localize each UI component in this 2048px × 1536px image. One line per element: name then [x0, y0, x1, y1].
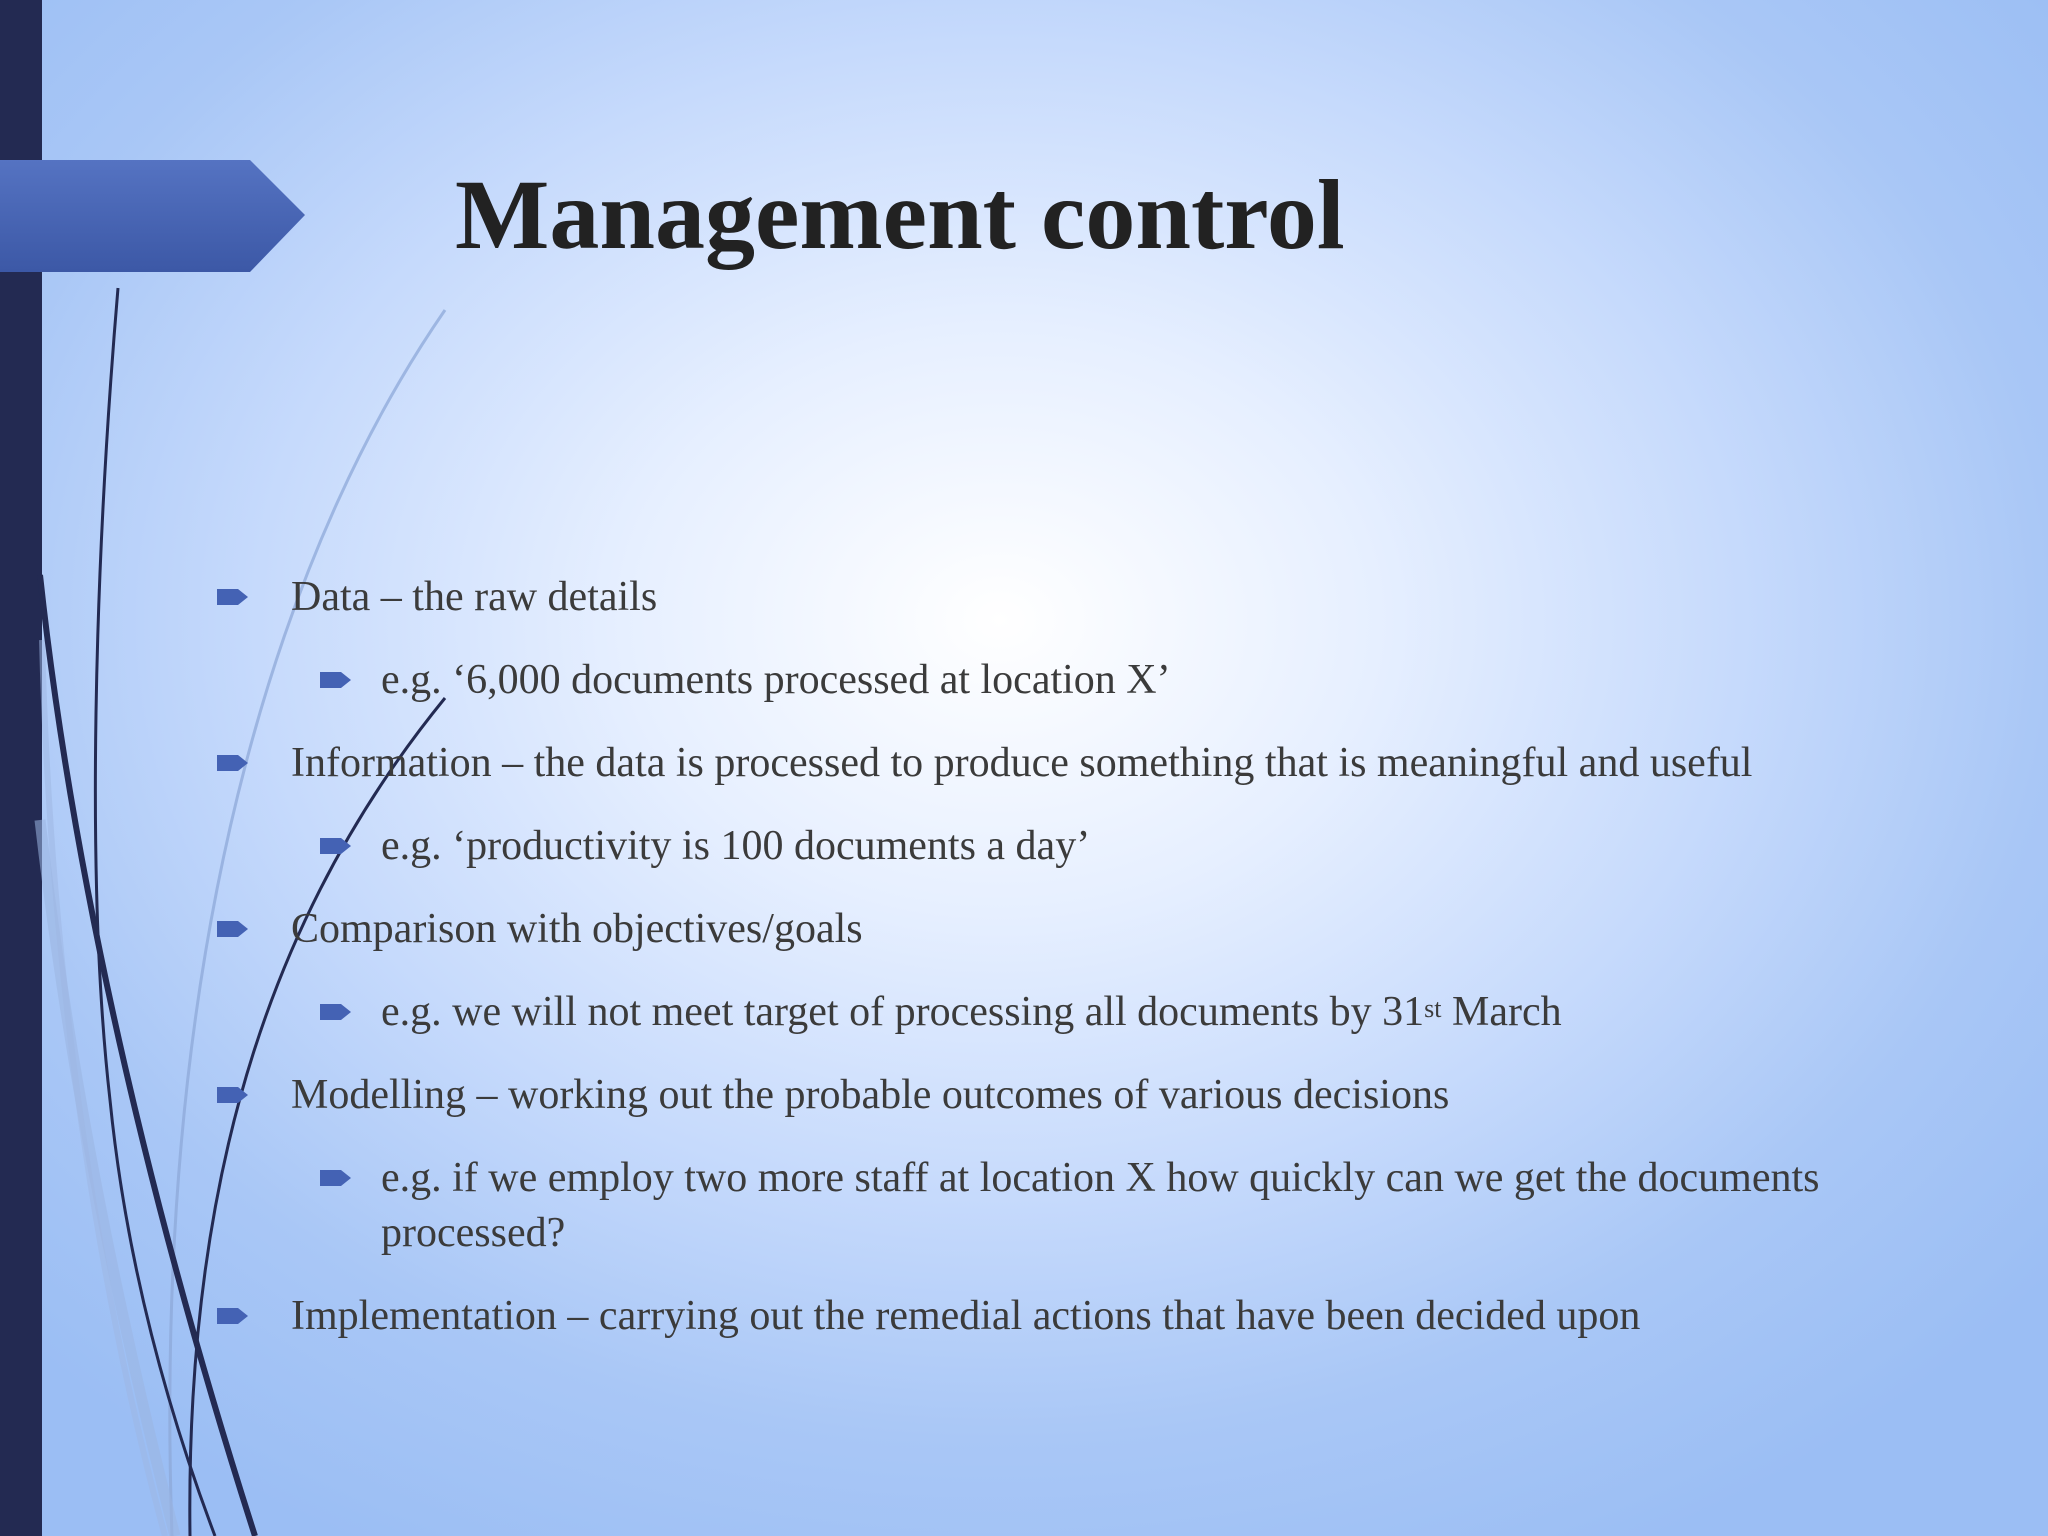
bullet-comparison-example: [381, 985, 1562, 1040]
bullet-text-part: e.g. we will not meet target of processing all documents by 31: [381, 989, 1425, 1035]
arrow-bullet-icon: [217, 919, 249, 939]
bullet-comparison: Comparison with objectives/goals: [291, 906, 863, 952]
bullet-modelling: Modelling – working out the probable outcomes of various decisions: [291, 1072, 1450, 1118]
slide-title: Management control: [455, 159, 1345, 270]
arrow-bullet-icon: [320, 836, 352, 856]
bullet-information: Information – the data is processed to produce something that is meaningful and useful: [291, 740, 1753, 786]
bullet-data: Data – the raw details: [291, 574, 658, 620]
ordinal-superscript: st: [1424, 994, 1442, 1023]
arrow-bullet-icon: [320, 670, 352, 690]
bullet-text-part: March: [1441, 989, 1562, 1035]
arrow-bullet-icon: [217, 587, 249, 607]
bullet-modelling-example-line2: processed?: [381, 1210, 566, 1256]
arrow-bullet-icon: [217, 1306, 249, 1326]
bullet-information-example: e.g. ‘productivity is 100 documents a day’: [381, 823, 1091, 869]
arrow-bullet-icon: [320, 1168, 352, 1188]
arrow-bullet-icon: [217, 1085, 249, 1105]
bullet-implementation: Implementation – carrying out the remedial actions that have been decided upon: [291, 1293, 1641, 1339]
arrow-bullet-icon: [320, 1002, 352, 1022]
arrow-bullet-icon: [217, 753, 249, 773]
bullet-data-example: e.g. ‘6,000 documents processed at location X’: [381, 657, 1171, 703]
bullet-modelling-example-line1: e.g. if we employ two more staff at location X how quickly can we get the documents: [381, 1155, 1820, 1201]
